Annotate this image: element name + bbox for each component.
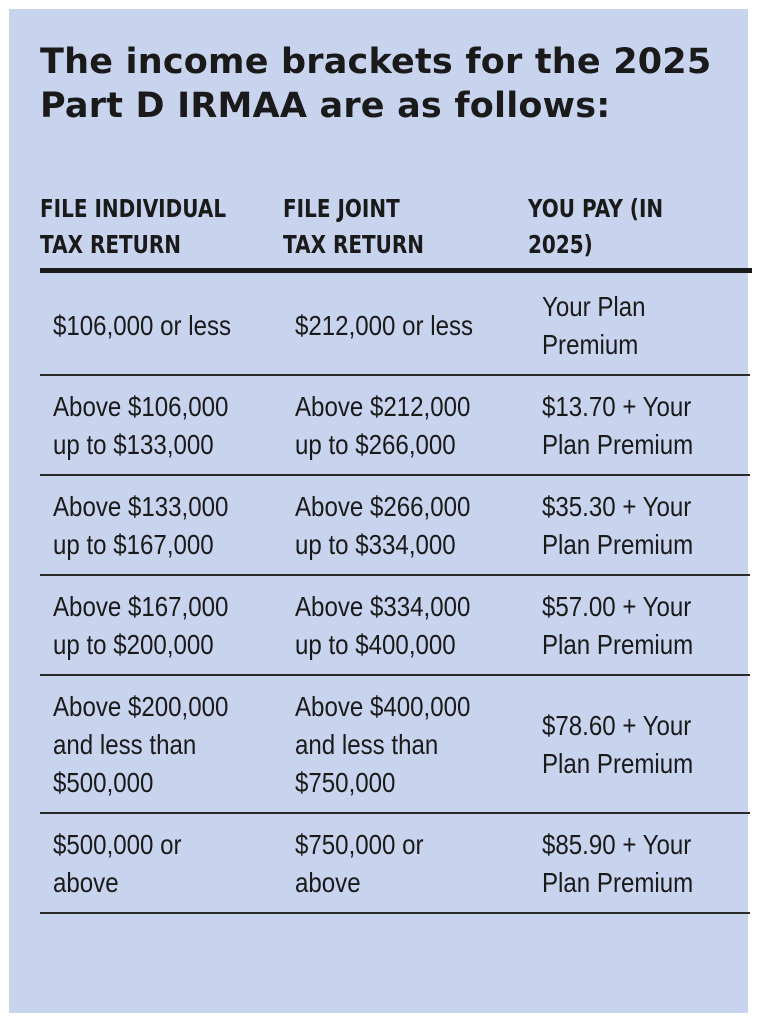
cell-line: and less than — [295, 729, 439, 760]
cell-line: $106,000 or less — [53, 310, 232, 341]
cell-pay — [542, 488, 693, 564]
cell-line: Plan Premium — [542, 748, 694, 779]
cell-line: Plan Premium — [542, 429, 694, 460]
table-row — [0, 276, 757, 375]
cell-line: Plan Premium — [542, 629, 694, 660]
cell-line: Plan Premium — [542, 867, 694, 898]
cell-individual — [53, 688, 228, 802]
cell-joint — [295, 588, 470, 664]
cell-line: Above $212,000 — [295, 391, 471, 422]
cell-joint — [295, 688, 470, 802]
cell-line: $13.70 + Your — [542, 391, 692, 422]
table-header — [0, 191, 757, 269]
cell-individual — [53, 307, 231, 345]
cell-pay — [542, 288, 646, 364]
cell-line: up to $200,000 — [53, 629, 214, 660]
table-row — [0, 676, 757, 813]
cell-line: $57.00 + Your — [542, 591, 692, 622]
cell-line: $78.60 + Your — [542, 710, 692, 741]
cell-individual — [53, 488, 228, 564]
cell-line: up to $266,000 — [295, 429, 456, 460]
table-row — [0, 476, 757, 575]
cell-line: Above $266,000 — [295, 491, 471, 522]
cell-joint — [295, 826, 424, 902]
cell-line: Above $167,000 — [53, 591, 229, 622]
cell-line: Above $133,000 — [53, 491, 229, 522]
header-you-pay: YOU PAY (IN 2025) — [528, 194, 664, 259]
cell-line: Above $106,000 — [53, 391, 229, 422]
header-divider — [40, 268, 752, 273]
cell-line: $212,000 or less — [295, 310, 474, 341]
cell-individual — [53, 588, 228, 664]
cell-line: $35.30 + Your — [542, 491, 692, 522]
cell-line: $500,000 — [53, 767, 154, 798]
header-file-individual: FILE INDIVIDUAL TAX RETURN — [40, 194, 227, 259]
cell-pay — [542, 826, 693, 902]
header-file-joint: FILE JOINT TAX RETURN — [283, 194, 425, 259]
cell-line: Above $334,000 — [295, 591, 471, 622]
cell-line: up to $167,000 — [53, 529, 214, 560]
cell-line: Plan Premium — [542, 529, 694, 560]
page-title — [40, 40, 740, 128]
cell-pay — [542, 388, 693, 464]
cell-line: Above $200,000 — [53, 691, 229, 722]
cell-individual — [53, 388, 228, 464]
cell-line: and less than — [53, 729, 197, 760]
cell-individual — [53, 826, 182, 902]
table-row — [0, 814, 757, 913]
cell-line: Premium — [542, 329, 639, 360]
cell-line: up to $334,000 — [295, 529, 456, 560]
cell-line: up to $133,000 — [53, 429, 214, 460]
cell-line: above — [295, 867, 361, 898]
cell-line: $750,000 or — [295, 829, 424, 860]
cell-line: $85.90 + Your — [542, 829, 692, 860]
title-line-2: Part D IRMAA are as follows: — [40, 86, 611, 126]
table-row — [0, 576, 757, 675]
cell-pay — [542, 588, 693, 664]
cell-line: up to $400,000 — [295, 629, 456, 660]
cell-line: Your Plan — [542, 291, 646, 322]
cell-joint — [295, 388, 470, 464]
cell-line: above — [53, 867, 119, 898]
cell-joint — [295, 488, 470, 564]
table-row — [0, 376, 757, 475]
cell-line: $750,000 — [295, 767, 396, 798]
cell-line: Above $400,000 — [295, 691, 471, 722]
cell-pay — [542, 707, 693, 783]
title-line-1: The income brackets for the 2025 — [40, 42, 712, 82]
cell-line: $500,000 or — [53, 829, 182, 860]
row-divider — [40, 912, 750, 914]
cell-joint — [295, 307, 473, 345]
